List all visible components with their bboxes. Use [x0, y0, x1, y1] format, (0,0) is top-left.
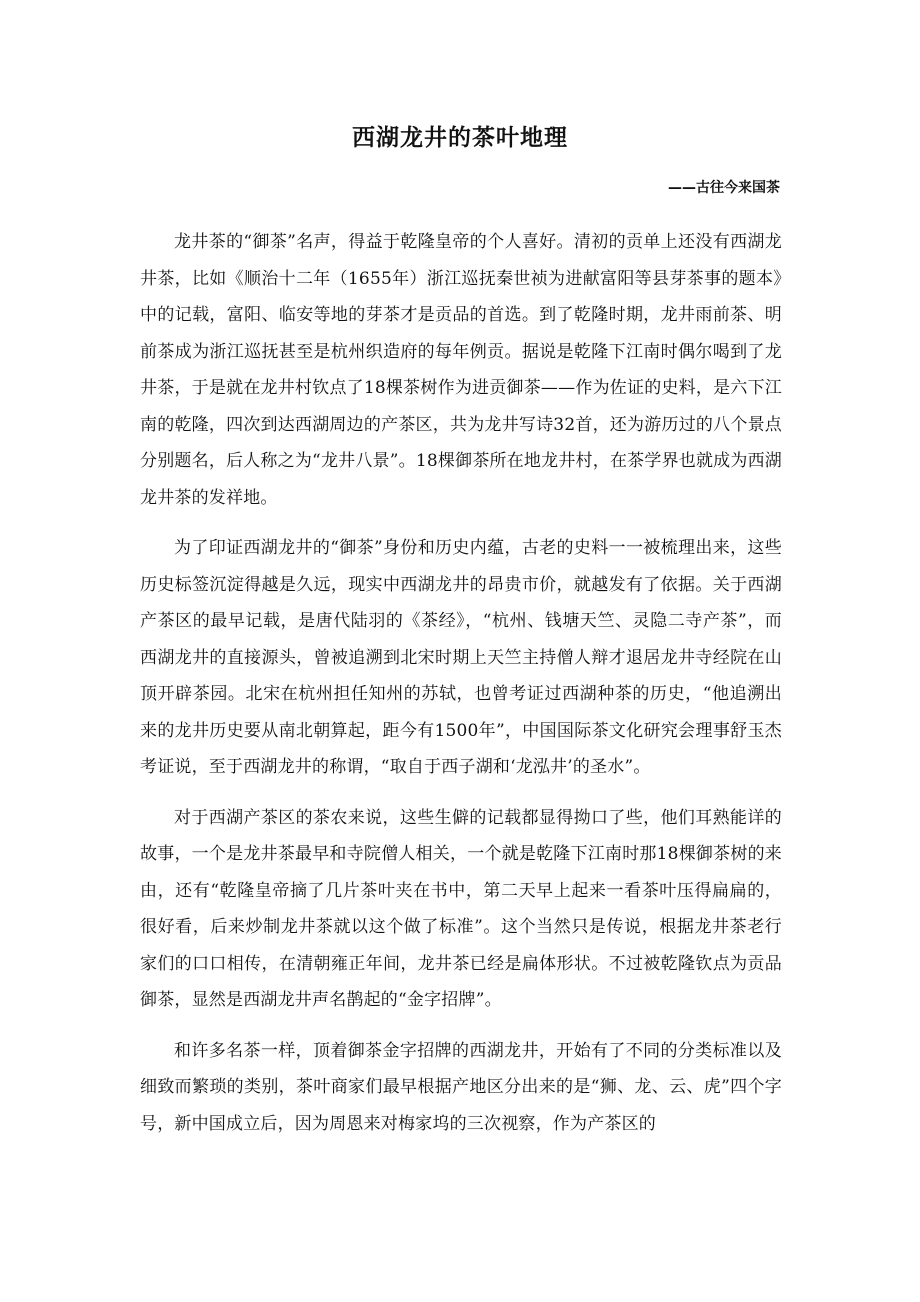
paragraph-2: 为了印证西湖龙井的“御茶”身份和历史内蕴，古老的史料一一被梳理出来，这些历史标签沉淀得越是久远，现实中西湖龙井的昂贵市价，就越发有了依据。关于西湖产茶区的最早记载，是唐代陆羽的《茶经》，“杭州、钱塘天竺、灵隐二寺产茶”，而西湖龙井的直接源头，曾被追溯到北宋时期上天竺主持僧人辩才退居龙井寺经院在山顶开辟茶园。北宋在杭州担任知州的苏轼，也曾考证过西湖种茶的历史，“他追溯出来的龙井历史要从南北朝算起，距今有1500年”，中国国际茶文化研究会理事舒玉杰考证说，至于西湖龙井的称谓，“取自于西子湖和‘龙泓井’的圣水”。 [140, 538, 782, 777]
document-body [140, 224, 782, 1156]
paragraph-4: 和许多名茶一样，顶着御茶金字招牌的西湖龙井，开始有了不同的分类标准以及细致而繁琐的类别，茶叶商家们最早根据产地区分出来的是“狮、龙、云、虎”四个字号，新中国成立后，因为周恩来对梅家坞的三次视察，作为产茶区的 [140, 1040, 782, 1134]
paragraph-1: 龙井茶的“御茶”名声，得益于乾隆皇帝的个人喜好。清初的贡单上还没有西湖龙井茶，比如《顺治十二年（1655年）浙江巡抚秦世祯为进献富阳等县芽茶事的题本》中的记载，富阳、临安等地的芽茶才是贡品的首选。到了乾隆时期，龙井雨前茶、明前茶成为浙江巡抚甚至是杭州织造府的每年例贡。据说是乾隆下江南时偶尔喝到了龙井茶，于是就在龙井村钦点了18棵茶树作为进贡御茶——作为佐证的史料，是六下江南的乾隆，四次到达西湖周边的产茶区，共为龙井写诗32首，还为游历过的八个景点分别题名，后人称之为“龙井八景”。18棵御茶所在地龙井村，在茶学界也就成为西湖龙井茶的发祥地。 [140, 232, 782, 508]
document-title: 西湖龙井的茶叶地理 [352, 125, 568, 151]
paragraph-3: 对于西湖产茶区的茶农来说，这些生僻的记载都显得拗口了些，他们耳熟能详的故事，一个是龙井茶最早和寺院僧人相关，一个就是乾隆下江南时那18棵御茶树的来由，还有“乾隆皇帝摘了几片茶叶夹在书中，第二天早上起来一看茶叶压得扁扁的，很好看，后来炒制龙井茶就以这个做了标准”。这个当然只是传说，根据龙井茶老行家们的口口相传，在清朝雍正年间，龙井茶已经是扁体形状。不过被乾隆钦点为贡品御茶，显然是西湖龙井声名鹊起的“金字招牌”。 [140, 807, 782, 1010]
document-byline: ——古往今来国茶 [668, 180, 780, 196]
